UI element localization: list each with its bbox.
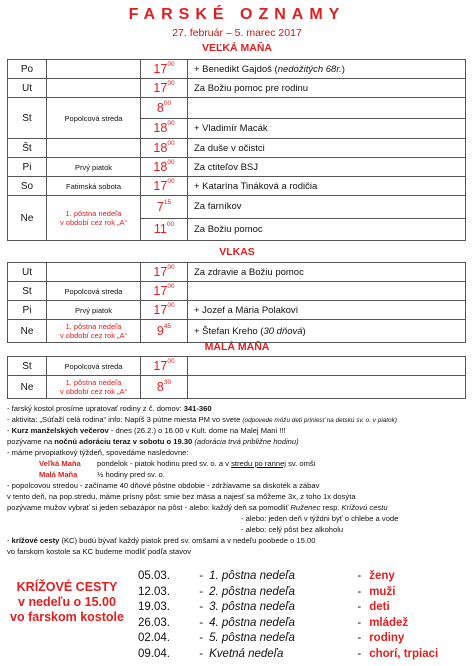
mass-hour: 8 bbox=[156, 100, 164, 115]
day-cell: Št bbox=[8, 139, 47, 158]
schedule-date: 12.03. bbox=[138, 585, 170, 598]
occasion-cell bbox=[47, 263, 141, 282]
schedule-dash: - bbox=[199, 647, 204, 660]
occasion-cell bbox=[47, 139, 141, 158]
occasion-label: Prvý piatok bbox=[74, 162, 113, 172]
mass-time bbox=[141, 98, 188, 119]
note-dash-2: - bbox=[7, 536, 12, 545]
note-course-title: Kurz manželských večerov bbox=[11, 426, 109, 435]
mass-intention bbox=[188, 98, 466, 119]
schedule-group: muži bbox=[369, 585, 396, 598]
mass-intention bbox=[188, 139, 466, 158]
note-way-of-cross: Krížovú cestu bbox=[341, 503, 388, 512]
schedule-dash: - bbox=[357, 601, 362, 614]
note-lent-start: - popolcovou stredou - začíname 40 dňové pôstne obdobie - zdržiavame sa diskoték a zábav bbox=[7, 481, 320, 490]
note-kc-states: vo farskom kostole sa KC budeme modliť podľa stavov bbox=[7, 547, 192, 556]
schedule-row bbox=[138, 631, 468, 647]
schedule-date: 26.03. bbox=[138, 616, 170, 629]
mass-hour: 18 bbox=[153, 160, 168, 174]
schedule-row bbox=[138, 569, 468, 585]
note-activity-hint: (odpovede môžu deti priniesť na detskú sv. o. v piatok) bbox=[242, 417, 397, 424]
mass-hour: 17 bbox=[153, 81, 168, 95]
mass-intention bbox=[188, 158, 466, 177]
schedule-dash: - bbox=[357, 632, 362, 645]
table-row bbox=[8, 376, 466, 399]
day-cell: Po bbox=[8, 60, 47, 79]
schedule-dash: - bbox=[357, 647, 362, 660]
note-activity: - aktivita: „Súťaží celá rodina“ info: Napíš 3 pútne miesta PM vo svete bbox=[7, 415, 243, 424]
occasion-cell bbox=[47, 357, 141, 376]
mass-time bbox=[141, 60, 188, 79]
schedule-sunday: 1. pôstna nedeľa bbox=[209, 570, 295, 582]
mass-intention bbox=[188, 218, 466, 241]
mass-time bbox=[141, 263, 188, 282]
schedule-row bbox=[138, 585, 468, 601]
mass-intention bbox=[188, 60, 466, 79]
mass-hour: 17 bbox=[153, 62, 168, 76]
table-row bbox=[8, 196, 466, 219]
mass-minute: 00 bbox=[167, 120, 175, 128]
mass-hour: 18 bbox=[153, 141, 168, 155]
occasion-label: 1. pôstna nedeľa bbox=[65, 209, 122, 218]
table-row bbox=[8, 79, 466, 98]
occasion-label: Prvý piatok bbox=[74, 305, 113, 315]
schedule-date: 19.03. bbox=[138, 601, 170, 614]
occasion-cell bbox=[47, 376, 141, 399]
schedule-group: ženy bbox=[369, 570, 395, 582]
intention-text: Za Božiu pomoc bbox=[194, 223, 263, 235]
schedule-row bbox=[138, 600, 468, 616]
schedule-date: 05.03. bbox=[138, 570, 170, 582]
intention-text: + Štefan Kreho ( bbox=[194, 325, 264, 337]
mass-hour: 17 bbox=[153, 265, 168, 279]
mass-intention bbox=[188, 320, 466, 343]
mass-time bbox=[141, 158, 188, 177]
schedule-sunday: Kvetná nedeľa bbox=[209, 647, 284, 660]
table-row bbox=[8, 177, 466, 196]
intention-text: + Katarína Tináková a rodičia bbox=[194, 180, 318, 192]
mass-hour: 17 bbox=[153, 359, 168, 373]
intention-note: nedožitých 68r. bbox=[277, 63, 342, 75]
occasion-label: Popolcová streda bbox=[64, 286, 123, 296]
note-confession-wednesday: stredu po rannej bbox=[231, 459, 286, 468]
schedule-dash: - bbox=[199, 616, 204, 629]
occasion-cell bbox=[47, 282, 141, 301]
table-row bbox=[8, 139, 466, 158]
mass-time bbox=[141, 376, 188, 399]
table-row bbox=[8, 301, 466, 320]
note-sacrifice: pozývame mužov vybrať si jeden sebazápor na pôst - alebo: každý deň sa pomodliť bbox=[7, 503, 291, 512]
note-confession: - máme prvopiatkový týždeň, spovedáme nasledovne: bbox=[7, 448, 189, 457]
mass-minute: 00 bbox=[167, 302, 175, 309]
stations-of-cross-heading bbox=[8, 580, 126, 625]
section-title: VEĽKÁ MAŇA bbox=[202, 42, 272, 54]
mass-hour: 11 bbox=[153, 222, 167, 237]
mass-time bbox=[141, 320, 188, 343]
mass-minute: 00 bbox=[167, 283, 175, 290]
table-row bbox=[8, 158, 466, 177]
occasion-label: Popolcová streda bbox=[64, 113, 123, 123]
schedule-dash: - bbox=[357, 616, 362, 629]
mass-minute: 00 bbox=[167, 178, 175, 185]
intention-close: ) bbox=[302, 325, 306, 337]
schedule-sunday: 5. pôstna nedeľa bbox=[209, 632, 295, 645]
schedule-dash: - bbox=[357, 570, 362, 582]
note-or: resp. bbox=[320, 503, 342, 512]
schedule-group: deti bbox=[369, 601, 390, 614]
intention-text: + Vladimír Macák bbox=[194, 122, 268, 134]
occasion-label: Fatimská sobota bbox=[65, 181, 122, 191]
occasion-sublabel: v období cez rok „A“ bbox=[59, 218, 128, 227]
occasion-sublabel: v období cez rok „A“ bbox=[59, 331, 128, 340]
mass-hour: 17 bbox=[153, 179, 168, 193]
mass-time bbox=[141, 282, 188, 301]
day-cell: Ne bbox=[8, 196, 47, 241]
mass-minute: 00 bbox=[167, 159, 175, 166]
mass-table bbox=[7, 262, 466, 343]
day-cell: Ne bbox=[8, 376, 47, 399]
mass-intention bbox=[188, 263, 466, 282]
occasion-cell bbox=[47, 301, 141, 320]
mass-hour: 9 bbox=[156, 324, 164, 338]
schedule-dash: - bbox=[199, 601, 204, 614]
occasion-cell bbox=[47, 177, 141, 196]
occasion-cell bbox=[47, 158, 141, 177]
schedule-group: mládež bbox=[369, 616, 409, 629]
schedule-dash: - bbox=[199, 632, 204, 645]
schedule-row bbox=[138, 647, 468, 663]
mass-intention bbox=[188, 301, 466, 320]
occasion-sublabel: v období cez rok „A“ bbox=[59, 387, 128, 396]
table-row bbox=[8, 60, 466, 79]
note-kc-title: krížové cesty bbox=[11, 536, 60, 545]
mass-hour: 17 bbox=[153, 303, 168, 317]
mass-minute: 00 bbox=[167, 61, 175, 68]
day-cell: St bbox=[8, 282, 47, 301]
section-title: VLKAS bbox=[219, 246, 255, 258]
mass-time bbox=[141, 301, 188, 320]
intention-text: Za duše v očistci bbox=[194, 142, 265, 154]
mass-minute: 15 bbox=[163, 198, 172, 206]
mass-minute: 30 bbox=[163, 379, 172, 386]
mass-time bbox=[141, 79, 188, 98]
note-course: - dnes (26.2.) o 16.00 v Kult. dome na Malej Mani !!! bbox=[108, 426, 286, 435]
mass-minute: 45 bbox=[163, 323, 172, 330]
intention-text: + Benedikt Gajdoš ( bbox=[194, 63, 278, 75]
note-no-alcohol: - alebo: celý pôst bez alkoholu bbox=[241, 525, 344, 534]
intention-note: 30 dňová bbox=[263, 325, 303, 337]
mass-intention bbox=[188, 357, 466, 376]
note-confession-velka-times: pondelok - piatok hodinu pred sv. o. a v bbox=[97, 459, 232, 468]
mass-hour: 17 bbox=[153, 284, 168, 298]
table-row bbox=[8, 320, 466, 343]
schedule-row bbox=[138, 616, 468, 632]
mass-time bbox=[141, 357, 188, 376]
intention-text: Za zdravie a Božiu pomoc bbox=[194, 266, 304, 278]
intention-text: Za Božiu pomoc pre rodinu bbox=[194, 82, 309, 94]
note-confession-mala-times: ½ hodiny pred sv. o. bbox=[97, 470, 165, 479]
cross-place: vo farskom kostole bbox=[10, 610, 124, 624]
schedule-dash: - bbox=[357, 585, 362, 598]
table-row bbox=[8, 98, 466, 119]
occasion-cell bbox=[47, 79, 141, 98]
schedule-sunday: 2. pôstna nedeľa bbox=[209, 585, 295, 598]
note-confession-mala: Malá Maňa bbox=[39, 470, 78, 479]
occasion-cell bbox=[47, 320, 141, 343]
mass-minute: 00 bbox=[167, 80, 175, 87]
schedule-dash: - bbox=[199, 570, 204, 582]
note-adoration-intro: pozývame na bbox=[7, 437, 55, 446]
mass-minute: 00 bbox=[167, 264, 175, 271]
occasion-cell bbox=[47, 60, 141, 79]
table-row bbox=[8, 282, 466, 301]
day-cell: St bbox=[8, 357, 47, 376]
mass-time bbox=[141, 196, 188, 219]
day-cell: Ut bbox=[8, 79, 47, 98]
mass-table bbox=[7, 356, 466, 399]
announcements bbox=[7, 403, 469, 557]
mass-minute: 00 bbox=[166, 221, 175, 229]
intention-close: ) bbox=[341, 63, 345, 75]
occasion-cell bbox=[47, 196, 141, 241]
mass-intention bbox=[188, 196, 466, 219]
note-bread-water: - alebo: jeden deň v týždni byť o chlebe a vode bbox=[241, 514, 399, 523]
mass-table bbox=[7, 59, 466, 241]
mass-intention bbox=[188, 282, 466, 301]
note-kc: (KC) budú bývať každý piatok pred sv. omšami a v nedeľu poobede o 15.00 bbox=[59, 536, 316, 545]
mass-time bbox=[141, 118, 188, 139]
note-confession-mass: sv. omši bbox=[286, 459, 316, 468]
mass-hour: 7 bbox=[156, 199, 164, 214]
note-confession-velka: Veľká Maňa bbox=[39, 459, 81, 468]
mass-intention bbox=[188, 376, 466, 399]
schedule-date: 02.04. bbox=[138, 632, 170, 645]
cross-title: KRÍŽOVÉ CESTY bbox=[16, 580, 118, 594]
mass-time bbox=[141, 139, 188, 158]
mass-minute: 00 bbox=[163, 99, 172, 107]
page-title: FARSKÉ OZNAMY bbox=[128, 6, 346, 23]
note-dash: - bbox=[7, 426, 12, 435]
note-cleaning-houses: 341-360 bbox=[183, 404, 212, 413]
table-row bbox=[8, 263, 466, 282]
mass-time bbox=[141, 218, 188, 241]
day-cell: Pi bbox=[8, 158, 47, 177]
mass-intention bbox=[188, 118, 466, 139]
day-cell: St bbox=[8, 98, 47, 139]
day-cell: Ne bbox=[8, 320, 47, 343]
mass-hour: 8 bbox=[156, 380, 164, 394]
note-fast: v tento deň, na pop.stredu, máme prísny pôst: smie bez mäsa a najesť sa môžeme 3x, z toho 1x dosýta bbox=[7, 492, 356, 501]
intention-text: + Jozef a Mária Polakoví bbox=[194, 304, 299, 316]
intention-text: Za ctiteľov BSJ bbox=[194, 161, 259, 173]
note-adoration-length: (adorácia trvá približne hodinu) bbox=[192, 437, 299, 446]
schedule-dash: - bbox=[199, 585, 204, 598]
occasion-cell bbox=[47, 98, 141, 139]
note-rosary: Ruženec bbox=[290, 503, 321, 512]
intention-text: Za farníkov bbox=[194, 201, 242, 213]
schedule-sunday: 3. pôstna nedeľa bbox=[209, 601, 295, 614]
section-title: MALÁ MAŇA bbox=[204, 341, 270, 353]
mass-minute: 00 bbox=[167, 358, 175, 365]
schedule-group: rodiny bbox=[369, 632, 405, 645]
mass-intention bbox=[188, 177, 466, 196]
schedule-group: chorí, trpiaci bbox=[369, 647, 439, 660]
cross-schedule bbox=[138, 569, 468, 663]
mass-time bbox=[141, 177, 188, 196]
day-cell: Pi bbox=[8, 301, 47, 320]
day-cell: So bbox=[8, 177, 47, 196]
day-cell: Ut bbox=[8, 263, 47, 282]
schedule-date: 09.04. bbox=[138, 647, 170, 660]
cross-time: v nedeľu o 15.00 bbox=[18, 595, 116, 609]
mass-hour: 18 bbox=[153, 121, 168, 136]
schedule-sunday: 4. pôstna nedeľa bbox=[209, 616, 295, 629]
occasion-label: 1. pôstna nedeľa bbox=[65, 378, 122, 387]
occasion-label: Popolcová streda bbox=[64, 361, 123, 371]
mass-minute: 00 bbox=[167, 140, 175, 147]
note-adoration: nočnú adoráciu teraz v sobotu o 19.30 bbox=[54, 437, 193, 446]
date-range: 27. február – 5. marec 2017 bbox=[172, 27, 302, 39]
mass-intention bbox=[188, 79, 466, 98]
occasion-label: 1. pôstna nedeľa bbox=[65, 322, 122, 331]
table-row bbox=[8, 357, 466, 376]
note-cleaning: - farský kostol prosíme upratovať rodiny z č. domov: bbox=[7, 404, 184, 413]
